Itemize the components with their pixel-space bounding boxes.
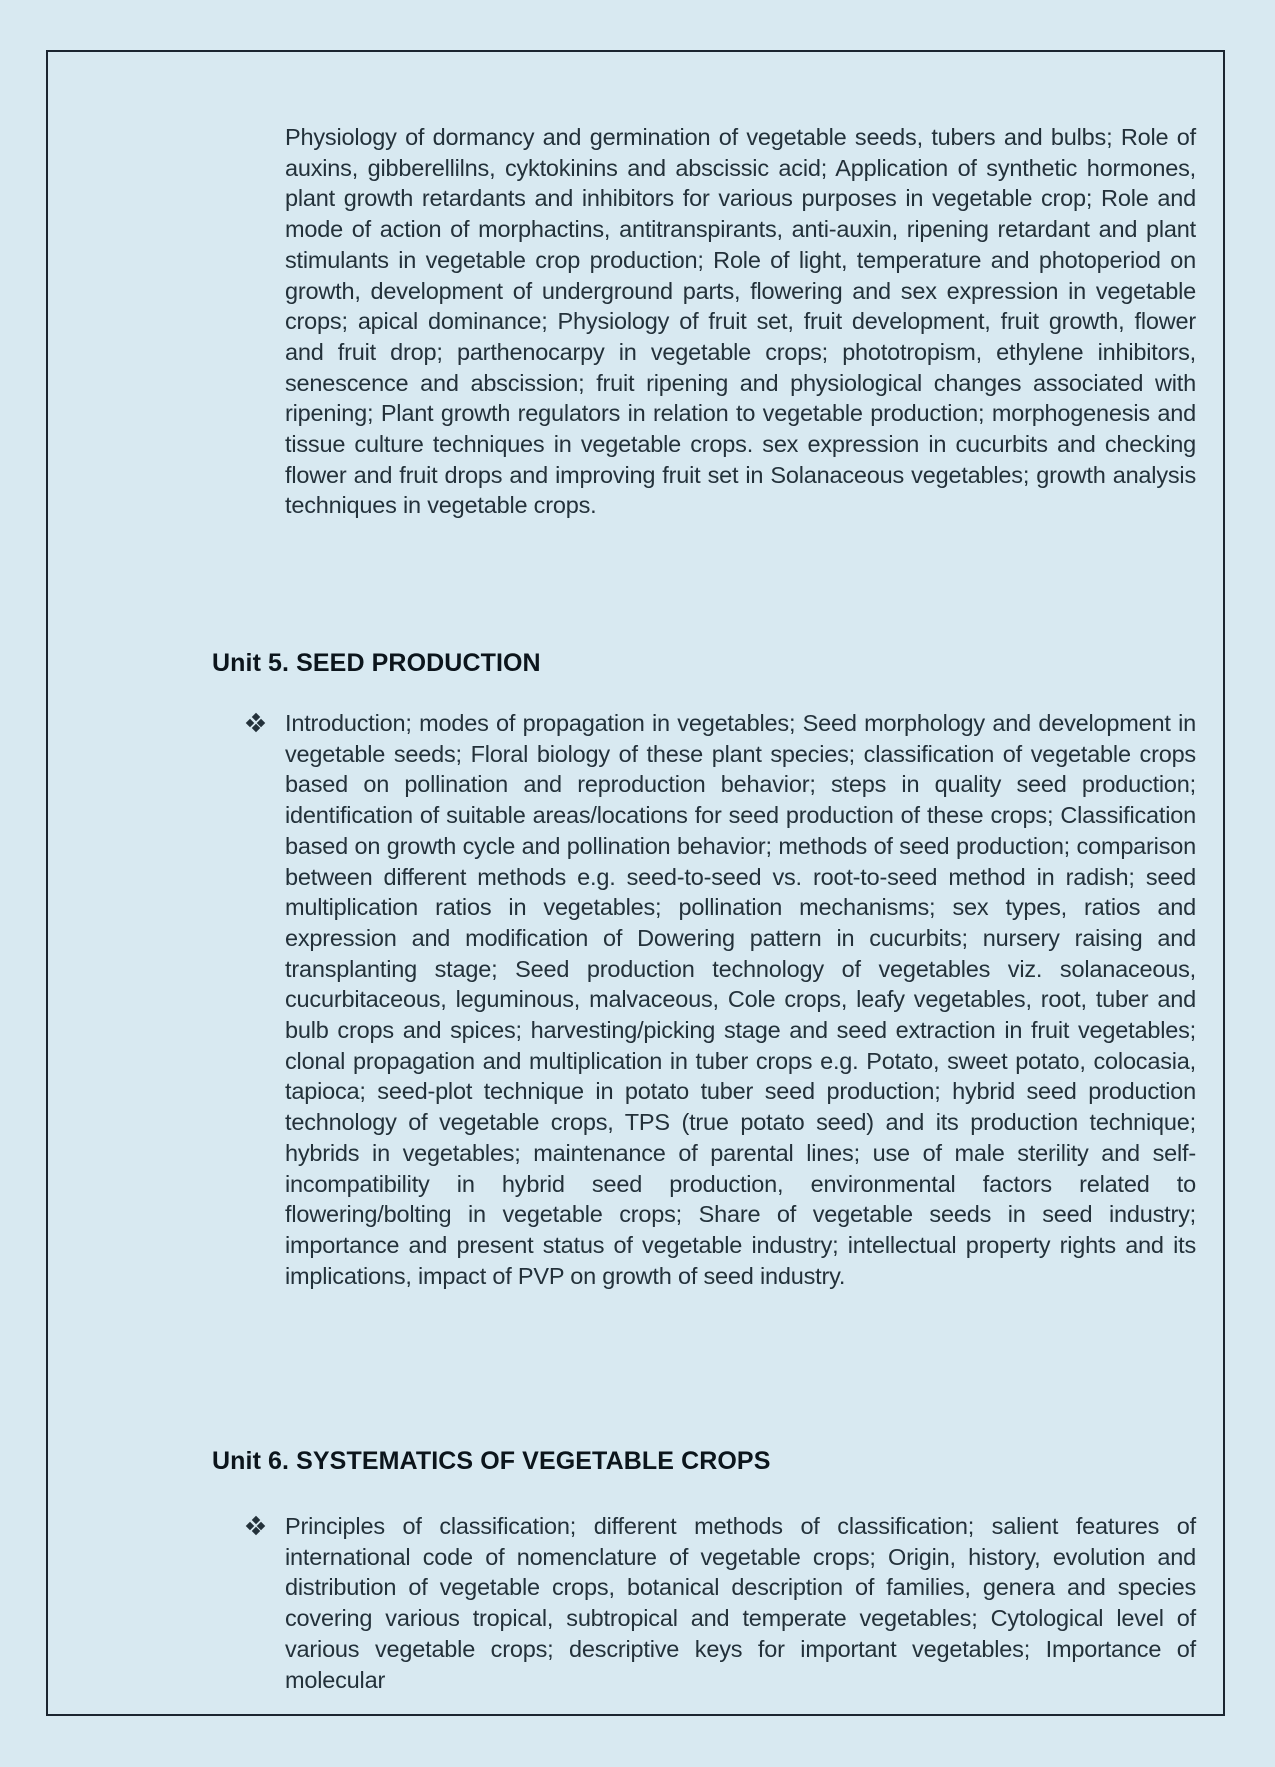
intro-paragraph: Physiology of dormancy and germination of vegetable seeds, tubers and bulbs; Role of auxins, gibberellilns, cyktokinins and abscissic acid; Application of synthetic hormones, plant growth retardants and inhibitors for various purposes in vegetable crop; Role and mode of action of morphactins, antitranspirants, anti-auxin, ripening retardant and plant stimulants in vegetable crop production; Role of light, temperature and photoperiod on growth, development of underground parts, flowering and sex expression in vegetable crops; apical dominance; Physiology of fruit set, fruit development, fruit growth, flower and fruit drop; parthenocarpy in vegetable crops; phototropism, ethylene inhibitors, senescence and abscission; fruit ripening and physiological changes associated with ripening; Plant growth regulators in relation to vegetable production; morphogenesis and tissue culture techniques in vegetable crops. sex expression in cucurbits and checking flower and fruit drops and improving fruit set in Solanaceous vegetables; growth analysis techniques in vegetable crops.	[285, 124, 1196, 519]
unit-5-bullet-item	[245, 708, 1196, 1291]
unit-6-heading: Unit 6. SYSTEMATICS OF VEGETABLE CROPS	[212, 1447, 771, 1475]
unit-5-bullet-text: Introduction; modes of propagation in vegetables; Seed morphology and development in vegetable seeds; Floral biology of these plant species; classification of vegetable crops based on pollination and reproduction behavior; steps in quality seed production; identification of suitable areas/locations for seed production of these crops; Classification based on growth cycle and pollination behavior; methods of seed production; comparison between different methods e.g. seed-to-seed vs. root-to-seed method in radish; seed multiplication ratios in vegetables; pollination mechanisms; sex types, ratios and expression and modification of Dowering pattern in cucurbits; nursery raising and transplanting stage; Seed production technology of vegetables viz. solanaceous, cucurbitaceous, leguminous, malvaceous, Cole crops, leafy vegetables, root, tuber and bulb crops and spices; harvesting/picking stage and seed extraction in fruit vegetables; clonal propagation and multiplication in tuber crops e.g. Potato, sweet potato, colocasia, tapioca; seed-plot technique in potato tuber seed production; hybrid seed production technology of vegetable crops, TPS (true potato seed) and its production technique; hybrids in vegetables; maintenance of parental lines; use of male sterility and self-incompatibility in hybrid seed production, environmental factors related to flowering/bolting in vegetable crops; Share of vegetable seeds in seed industry; importance and present status of vegetable industry; intellectual property rights and its implications, impact of PVP on growth of seed industry.	[285, 710, 1196, 1289]
diamond-bullet-icon	[247, 1517, 264, 1534]
content-border-frame	[46, 50, 1225, 1716]
unit-6-bullet-item	[245, 1511, 1196, 1695]
diamond-bullet-icon	[247, 714, 264, 731]
unit-6-bullet-text: Principles of classification; different methods of classification; salient features of international code of nomenclature of vegetable crops; Origin, history, evolution and distribution of vegetable crops, botanical description of families, genera and species covering various tropical, subtropical and temperate vegetables; Cytological level of various vegetable crops; descriptive keys for important vegetables; Importance of molecular	[285, 1513, 1196, 1693]
unit-5-heading: Unit 5. SEED PRODUCTION	[212, 649, 541, 677]
